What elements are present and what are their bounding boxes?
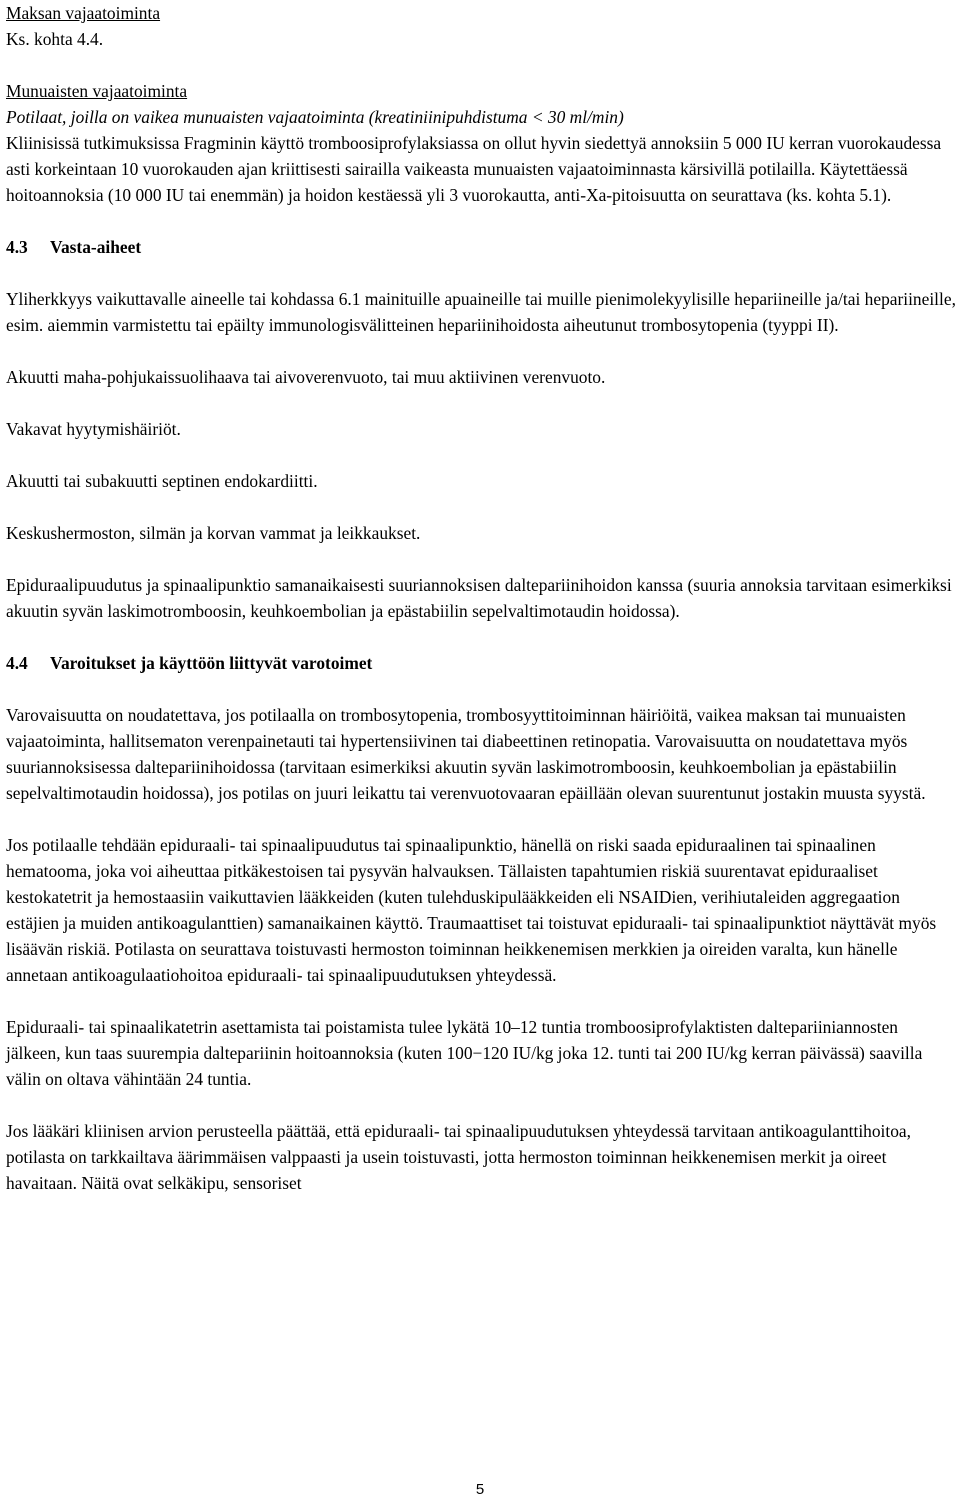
section-number: 4.3 <box>6 237 28 257</box>
renal-impairment-title: Munuaisten vajaatoiminta <box>6 81 188 101</box>
section-number: 4.4 <box>6 653 28 673</box>
hepatic-impairment-reference: Ks. kohta 4.4. <box>6 29 104 49</box>
renal-impairment-body: Kliinisissä tutkimuksissa Fragminin käyttö tromboosiprofylaksiassa on ollut hyvin siedettyä annoksiin 5 000 IU kerran vuorokaudessa asti korkeintaan 10 vuorokauden ajan kriittisesti sairailla vaikeasta munuaisten vajaatoiminnasta kärsivillä potilailla. Käytettäessä hoitoannoksia (10 000 IU tai enemmän) ja hoidon kestäessä yli 3 vuorokautta, anti-Xa-pitoisuutta on seurattava (ks. kohta 5.1). <box>6 133 942 205</box>
warning-paragraph: Jos potilaalle tehdään epiduraali- tai spinaalipuudutus tai spinaalipunktio, hänellä on riski saada epiduraalinen tai spinaalinen hematooma, joka voi aiheuttaa pitkäkestoisen tai pysyvän halvauksen. Tällaisten tapahtumien riskiä suurentavat epiduraaliset kestokatetrit ja hemostaasiin vaikuttavien lääkkeiden (kuten tulehduskipulääkkeiden eli NSAIDien, verihiutaleiden aggregaation estäjien ja muiden antikoagulanttien) samanaikainen käyttö. Traumaattiset tai toistuvat epiduraali- tai spinaalipunktiot näyttävät myös lisäävän riskiä. Potilasta on seurattava toistuvasti hermoston toiminnan heikkenemisen merkkien ja oireiden varalta, kun hänelle annetaan antikoagulaatiohoitoa epiduraali- tai spinaalipuudutuksen yhteydessä. <box>6 835 937 985</box>
contraindication-paragraph: Yliherkkyys vaikuttavalle aineelle tai kohdassa 6.1 mainituille apuaineille tai muille pienimolekyylisille hepariineille ja/tai hepariineille, esim. aiemmin varmistettu tai epäilty immunologisvälitteinen hepariinihoidosta aiheutunut trombosytopenia (tyyppi II). <box>6 289 956 335</box>
section-title: Varoitukset ja käyttöön liittyvät varotoimet <box>50 653 373 673</box>
hepatic-impairment-title: Maksan vajaatoiminta <box>6 3 161 23</box>
warning-paragraph: Varovaisuutta on noudatettava, jos potilaalla on trombosytopenia, trombosyyttitoiminnan häiriöitä, vaikea maksan tai munuaisten vajaatoiminta, hallitsematon verenpainetauti tai hypertensiivinen tai diabeettinen retinopatia. Varovaisuutta on noudatettava myös suuriannoksisessa daltepariinihoidossa (tarvitaan esimerkiksi akuutin syvän laskimotromboosin, keuhkoembolian ja epästabiilin sepelvaltimotaudin hoidossa), jos potilas on juuri leikattu tai verenvuotovaaran epäillään olevan suurentunut jostakin muusta syystä. <box>6 705 926 803</box>
section-title: Vasta-aiheet <box>50 237 142 257</box>
warning-paragraph: Jos lääkäri kliinisen arvion perusteella päättää, että epiduraali- tai spinaalipuudutuksen yhteydessä tarvitaan antikoagulanttihoitoa, potilasta on tarkkailtava äärimmäisen valppaasti ja usein toistuvasti, jotta hermoston toiminnan heikkenemisen merkit ja oireet havaitaan. Näitä ovat selkäkipu, sensoriset <box>6 1121 911 1193</box>
contraindication-paragraph: Keskushermoston, silmän ja korvan vammat ja leikkaukset. <box>6 523 421 543</box>
contraindication-paragraph: Akuutti maha-pohjukaissuolihaava tai aivoverenvuoto, tai muu aktiivinen verenvuoto. <box>6 367 606 387</box>
contraindication-paragraph: Epiduraalipuudutus ja spinaalipunktio samanaikaisesti suuriannoksisen daltepariinihoidon kanssa (suuria annoksia tarvitaan esimerkiksi akuutin syvän laskimotromboosin, keuhkoembolian ja epästabiilin sepelvaltimotaudin hoidossa). <box>6 575 952 621</box>
page-number: 5 <box>475 1481 485 1498</box>
contraindication-paragraph: Akuutti tai subakuutti septinen endokardiitti. <box>6 471 318 491</box>
contraindication-paragraph: Vakavat hyytymishäiriöt. <box>6 419 181 439</box>
document-page <box>6 0 956 1196</box>
warning-paragraph: Epiduraali- tai spinaalikatetrin asettamista tai poistamista tulee lykätä 10–12 tuntia tromboosiprofylaktisten daltepariiniannosten jälkeen, kun taas suurempia daltepariinin hoitoannoksia (kuten 100−120 IU/kg joka 12. tunti tai 200 IU/kg kerran päivässä) saavilla välin on oltava vähintään 24 tuntia. <box>6 1017 923 1089</box>
section-heading-warnings <box>6 650 956 676</box>
section-heading-contraindications <box>6 234 956 260</box>
renal-impairment-subtitle: Potilaat, joilla on vaikea munuaisten vajaatoiminta (kreatiniinipuhdistuma < 30 ml/min) <box>6 107 624 127</box>
